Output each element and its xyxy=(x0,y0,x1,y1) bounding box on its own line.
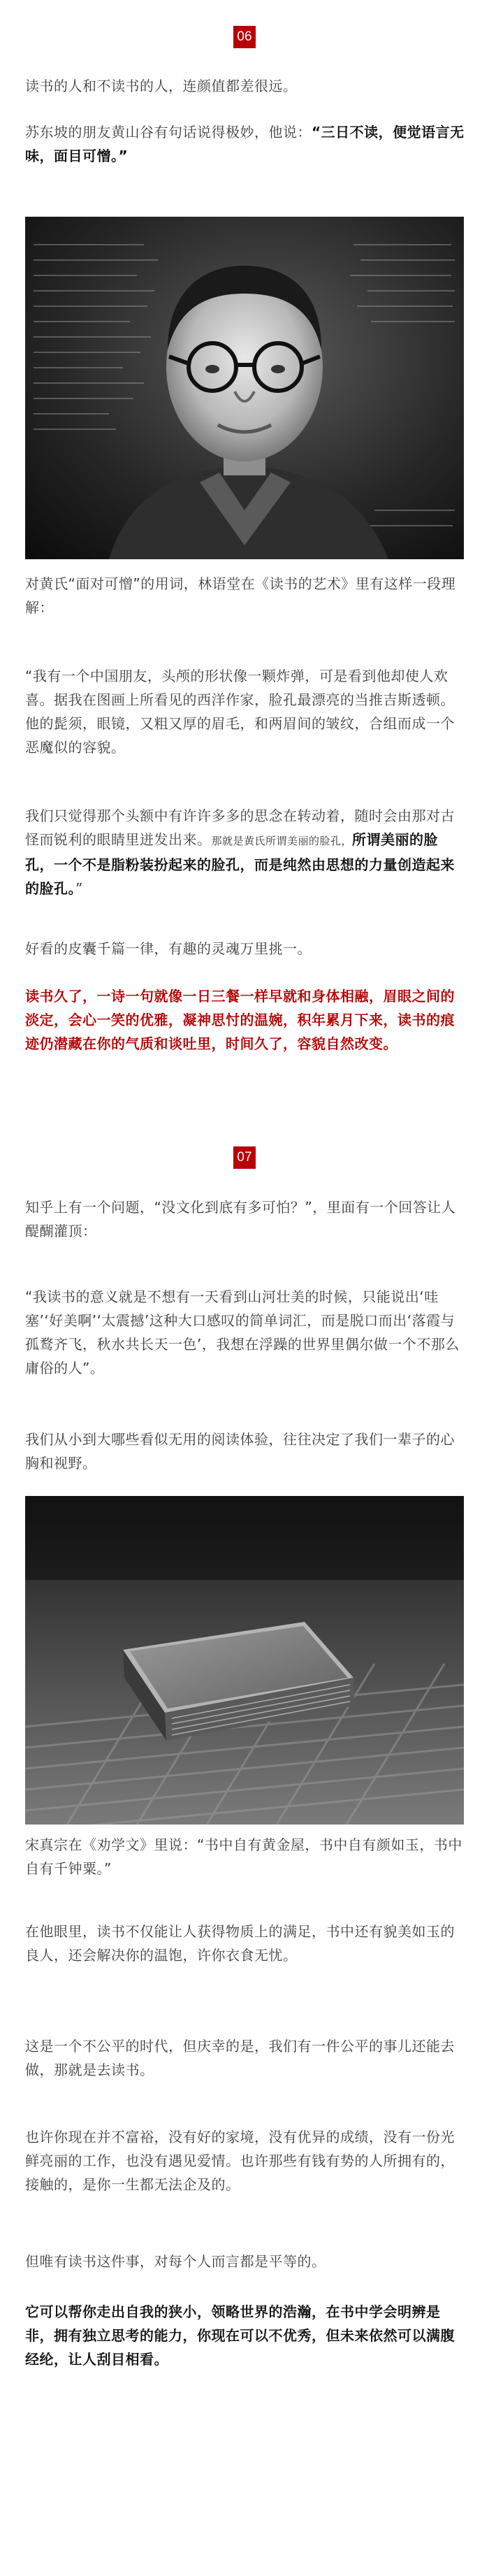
paragraph: 但唯有读书这件事，对每个人而言都是平等的。 xyxy=(25,2253,326,2270)
paragraph: 知乎上有一个问题，“没文化到底有多可怕？”，里面有一个回答让人醍醐灌顶： xyxy=(25,1199,456,1239)
old-book-photo xyxy=(25,1496,464,1825)
quote-close: ” xyxy=(75,880,83,897)
quote-emphasis: “三日不读，便觉语言无味，面目可憎。” xyxy=(25,124,465,164)
quote-paragraph: “我读书的意义就是不想有一天看到山河壮美的时候，只能说出‘哇塞’‘好美啊’‘太震撼’这种大口感叹的简单词汇，而是脱口而出‘落霞与孤鹜齐飞，秋水共长天一色’，我想在浮躁的世界里偶尔做一个不那么庸俗的人”。 xyxy=(25,1288,460,1376)
paragraph-text: 我们只觉得那个头额中有许许多多的思念在转动着，随时会由那对古怪而锐利的眼睛里迸发出来。 xyxy=(25,807,455,848)
portrait-photo xyxy=(25,217,464,559)
emphasis-paragraph xyxy=(25,2300,465,2371)
book-illustration xyxy=(25,1496,464,1825)
paragraph: 我们从小到大哪些看似无用的阅读体验，往往决定了我们一辈子的心胸和视野。 xyxy=(25,1431,455,1472)
quote-paragraph: “我有一个中国朋友，头颅的形状像一颗炸弹，可是看到他却使人欢喜。据我在图画上所看见的西洋作家，脸孔最漂亮的当推吉斯透顿。他的髭须，眼镜，又粗又厚的眉毛，和两眉间的皱纹，合组而成一个恶魔似的容貌。 xyxy=(25,668,455,756)
paragraph: 宋真宗在《劝学文》里说：“书中自有黄金屋，书中自有颜如玉，书中自有千钟粟。” xyxy=(25,1836,462,1877)
portrait-illustration xyxy=(25,217,464,559)
section-number-badge: 06 xyxy=(233,26,256,48)
inline-note: 那就是黄氏所谓美丽的脸孔， xyxy=(211,835,353,847)
paragraph-emphasis: 它可以帮你走出自我的狭小，领略世界的浩瀚，在书中学会明辨是非，拥有独立思考的能力，你现在可以不优秀，但未来依然可以满腹经纶，让人刮目相看。 xyxy=(25,2303,455,2368)
paragraph: 也许你现在并不富裕，没有好的家境，没有优异的成绩，没有一份光鲜亮丽的工作，也没有遇见爱情。也许那些有钱有势的人所拥有的，接触的，是你一生都无法企及的。 xyxy=(25,2129,455,2193)
highlight-paragraph: 读书久了，一诗一句就像一日三餐一样早就和身体相融，眉眼之间的淡定，会心一笑的优雅，凝神思忖的温婉，积年累月下来，读书的痕迹仍潜藏在你的气质和谈吐里，时间久了，容貌自然改变。 xyxy=(25,988,455,1052)
paragraph xyxy=(25,120,465,168)
quote-paragraph xyxy=(25,804,465,900)
paragraph: 好看的皮囊千篇一律，有趣的灵魂万里挑一。 xyxy=(25,940,312,957)
paragraph: 这是一个不公平的时代，但庆幸的是，我们有一件公平的事儿还能去做，那就是去读书。 xyxy=(25,2038,455,2078)
paragraph: 在他眼里，读书不仅能让人获得物质上的满足，书中还有貌美如玉的良人，还会解决你的温饱，许你衣食无忧。 xyxy=(25,1923,455,1964)
paragraph-text: 苏东坡的朋友黄山谷有句话说得极妙，他说： xyxy=(25,124,312,141)
paragraph: 对黄氏“面对可憎”的用词，林语堂在《读书的艺术》里有这样一段理解： xyxy=(25,575,456,616)
paragraph: 读书的人和不读书的人，连颜值都差很远。 xyxy=(25,78,298,94)
quote-emphasis: 所谓美丽的脸孔，一个不是脂粉装扮起来的脸孔，而是纯然由思想的力量创造起来的脸孔。 xyxy=(25,831,455,897)
section-number-badge: 07 xyxy=(233,1146,256,1169)
